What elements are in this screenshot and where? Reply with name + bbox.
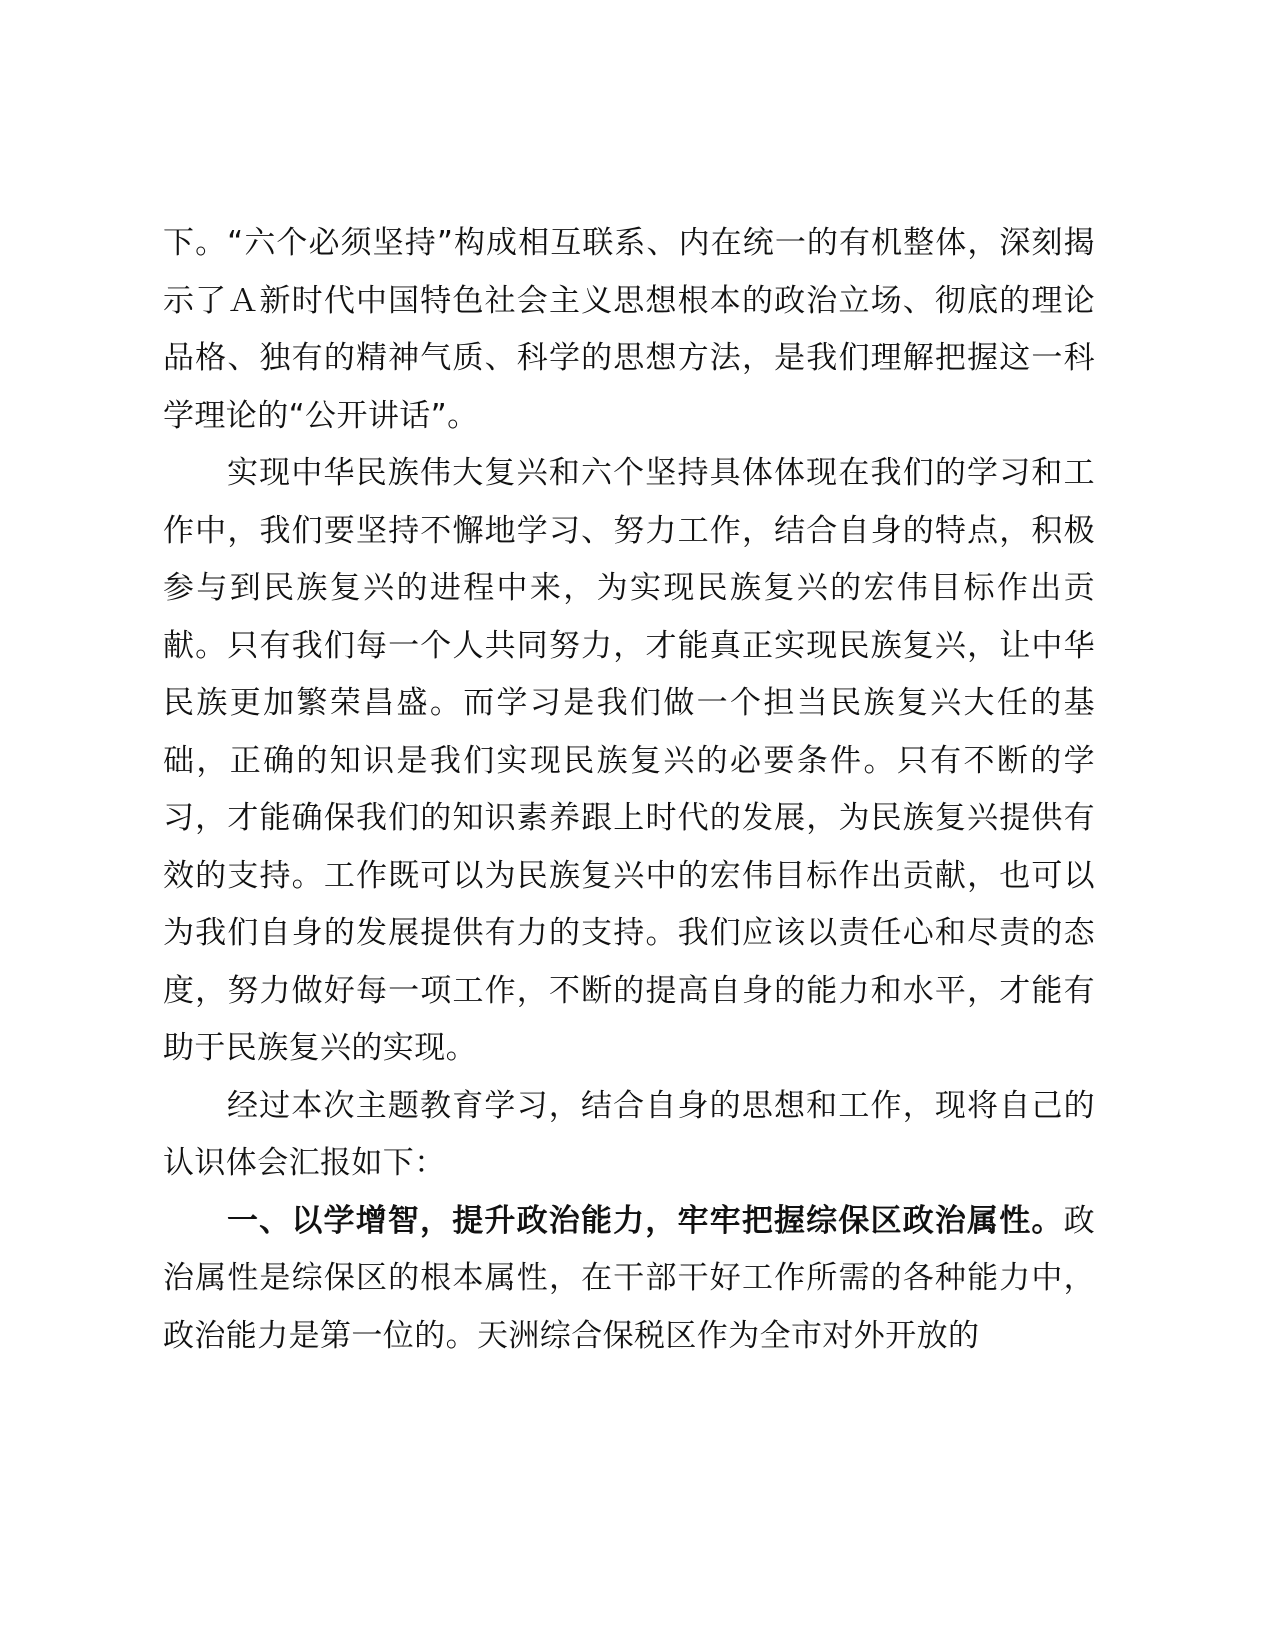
section-one-heading: 一、以学增智，提升政治能力，牢牢把握综保区政治属性。 (227, 1202, 1064, 1239)
paragraph-continuation: 下。“六个必须坚持”构成相互联系、内在统一的有机整体，深刻揭示了Ａ新时代中国特色社会主义思想根本的政治立场、彻底的理论品格、独有的精神气质、科学的思想方法，是我们理解把握这一科学理论的“公开讲话”。 (163, 225, 1095, 434)
paragraph-section-one (163, 1193, 1095, 1366)
paragraph-report-intro: 经过本次主题教育学习，结合自身的思想和工作，现将自己的认识体会汇报如下： (163, 1087, 1095, 1181)
paragraph-national-rejuvenation: 实现中华民族伟大复兴和六个坚持具体体现在我们的学习和工作中，我们要坚持不懈地学习、努力工作，结合自身的特点，积极参与到民族复兴的进程中来，为实现民族复兴的宏伟目标作出贡献。只有我们每一个人共同努力，才能真正实现民族复兴，让中华民族更加繁荣昌盛。而学习是我们做一个担当民族复兴大任的基础，正确的知识是我们实现民族复兴的必要条件。只有不断的学习，才能确保我们的知识素养跟上时代的发展，为民族复兴提供有效的支持。工作既可以为民族复兴中的宏伟目标作出贡献，也可以为我们自身的发展提供有力的支持。我们应该以责任心和尽责的态度，努力做好每一项工作，不断的提高自身的能力和水平，才能有助于民族复兴的实现。 (163, 455, 1095, 1066)
section-one-text: 政治属性是综保区的根本属性，在干部干好工作所需的各种能力中，政治能力是第一位的。天洲综合保税区作为全市对外开放的 (163, 1202, 1095, 1354)
document-body (163, 215, 1095, 1365)
